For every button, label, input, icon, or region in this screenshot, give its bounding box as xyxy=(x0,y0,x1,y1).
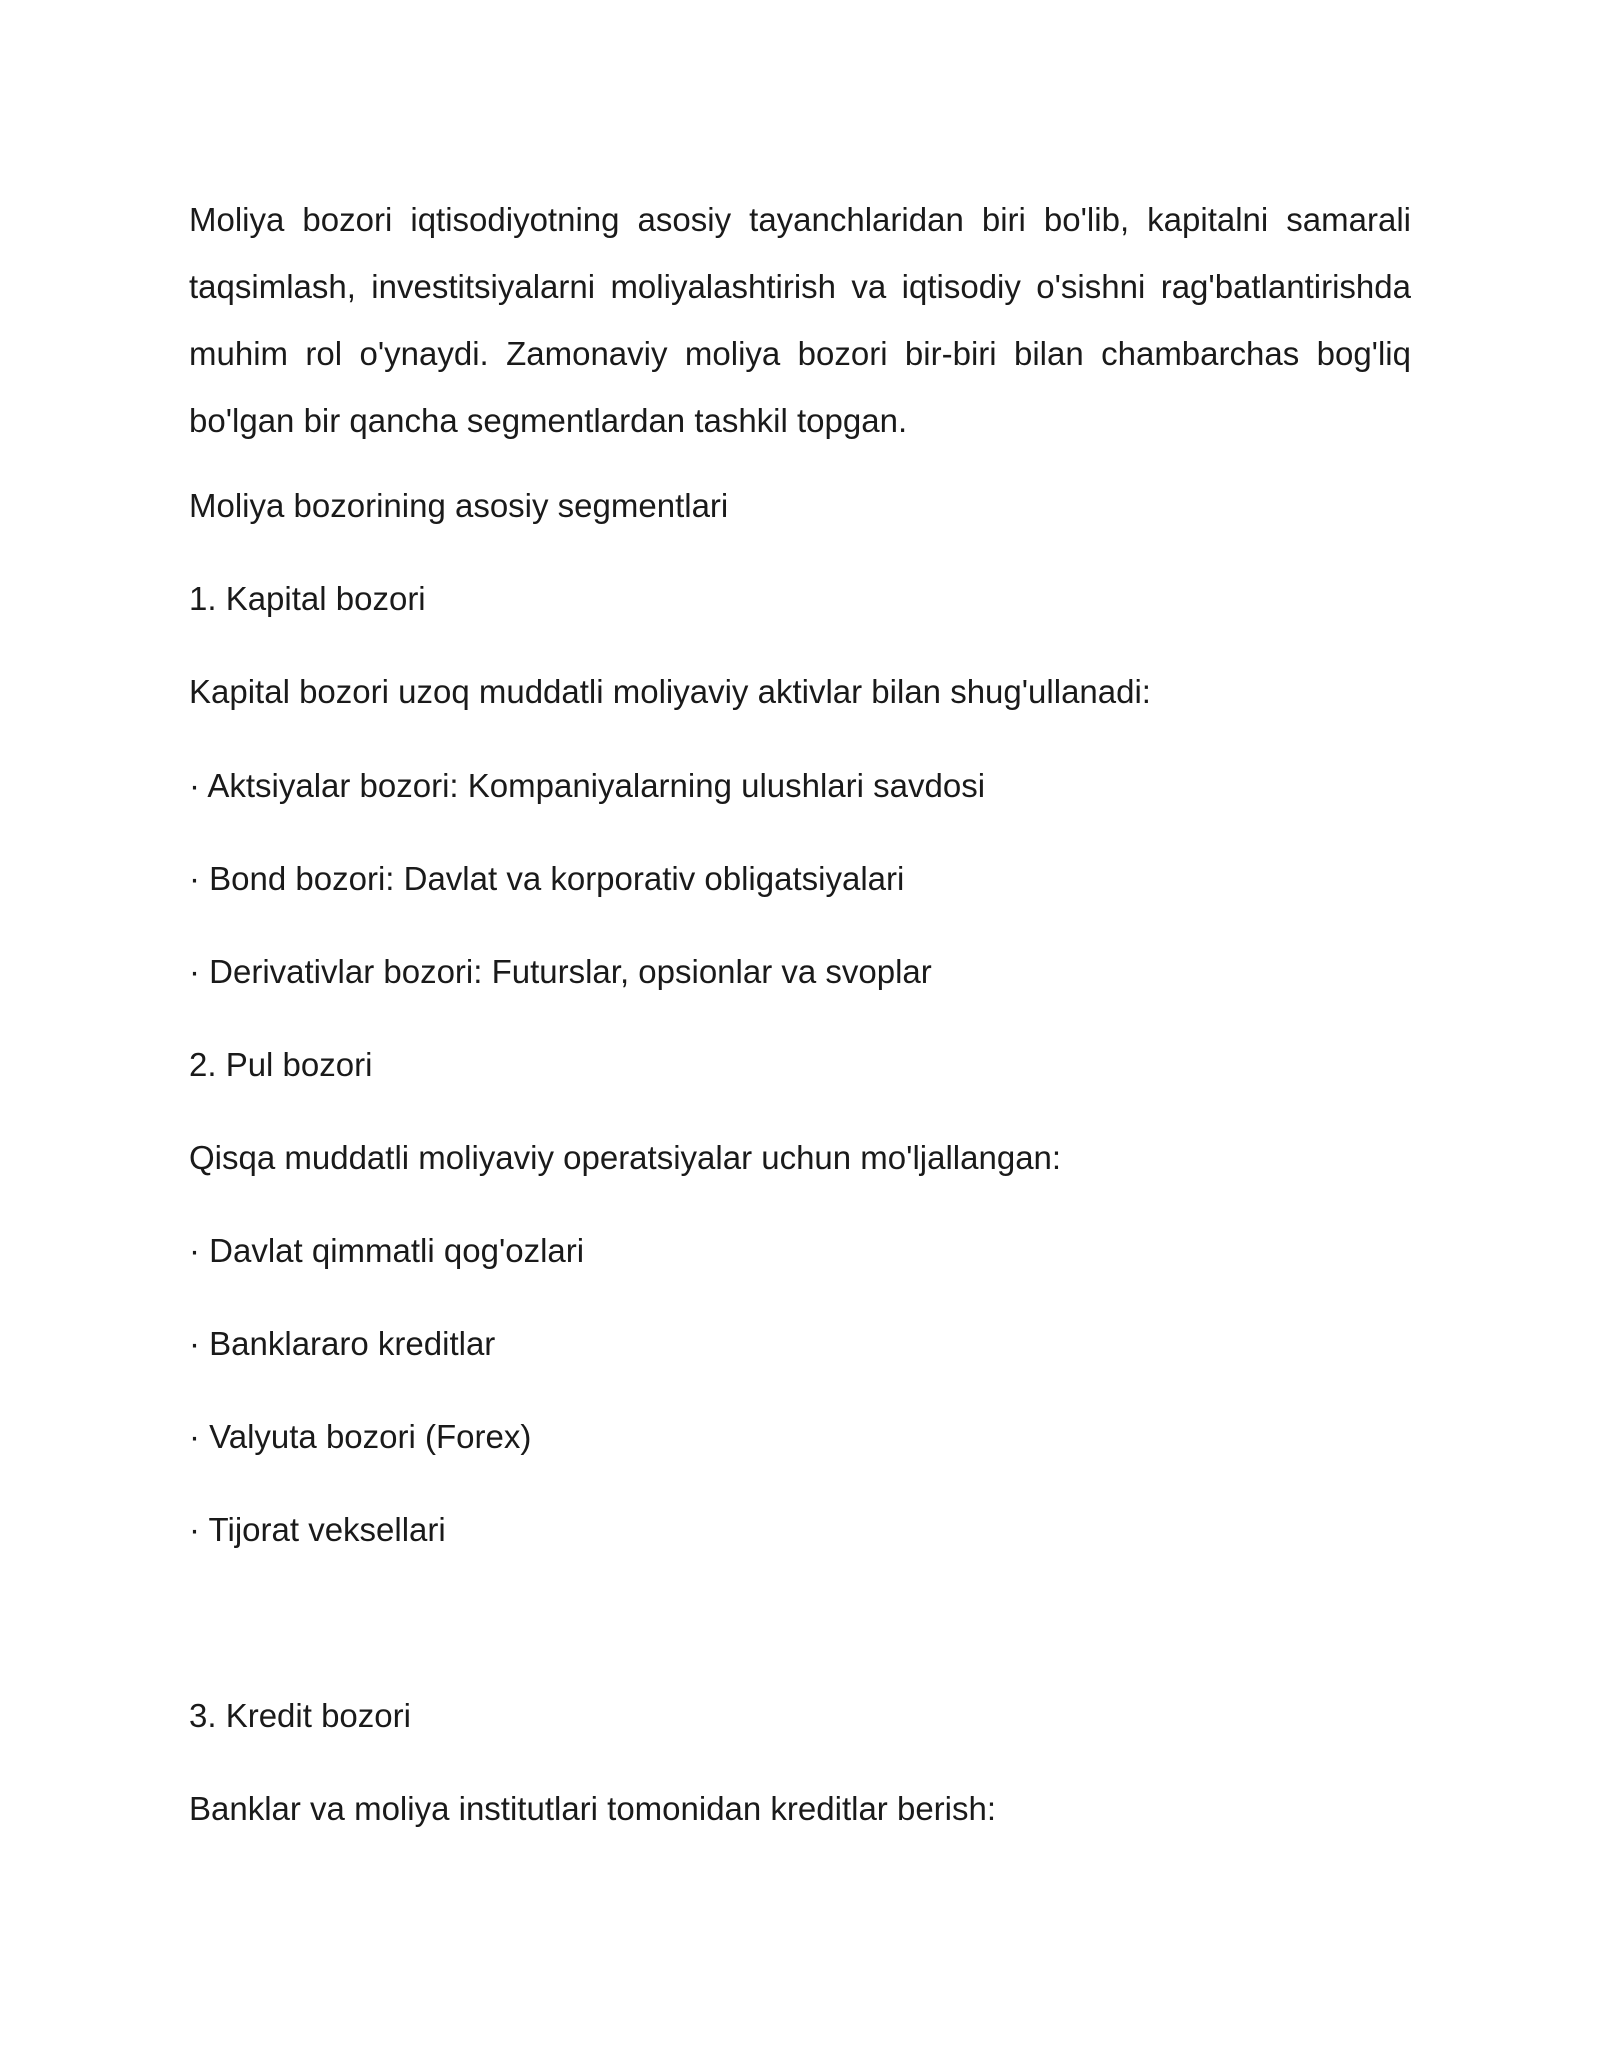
segments-heading: Moliya bozorining asosiy segmentlari xyxy=(189,487,729,524)
list-item: · Davlat qimmatli qog'ozlari xyxy=(189,1232,585,1269)
list-item: · Tijorat veksellari xyxy=(189,1511,446,1548)
capital-market-description: Kapital bozori uzoq muddatli moliyaviy aktivlar bilan shug'ullanadi: xyxy=(189,673,1151,710)
credit-market-heading: 3. Kredit bozori xyxy=(189,1697,411,1734)
list-item: · Banklararo kreditlar xyxy=(189,1325,496,1362)
money-market-heading: 2. Pul bozori xyxy=(189,1046,373,1083)
list-item: · Bond bozori: Davlat va korporativ obligatsiyalari xyxy=(189,860,905,897)
intro-paragraph: Moliya bozori iqtisodiyotning asosiy tayanchlaridan biri bo'lib, kapitalni samarali taqsimlash, investitsiyalarni moliyalashtirish va iqtisodiy o'sishni rag'batlantirishda muhim rol o'ynaydi. Zamonaviy moliya bozori bir-biri bilan chambarchas bog'liq bo'lgan bir qancha segmentlardan tashkil topgan. xyxy=(189,201,1411,439)
list-item: · Valyuta bozori (Forex) xyxy=(189,1418,532,1455)
list-item: · Derivativlar bozori: Futurslar, opsionlar va svoplar xyxy=(189,953,932,990)
document-body xyxy=(189,186,1411,1827)
credit-market-description: Banklar va moliya institutlari tomonidan kreditlar berish: xyxy=(189,1790,997,1827)
money-market-description: Qisqa muddatli moliyaviy operatsiyalar uchun mo'ljallangan: xyxy=(189,1139,1062,1176)
capital-market-heading: 1. Kapital bozori xyxy=(189,580,426,617)
list-item: · Aktsiyalar bozori: Kompaniyalarning ulushlari savdosi xyxy=(189,767,986,804)
